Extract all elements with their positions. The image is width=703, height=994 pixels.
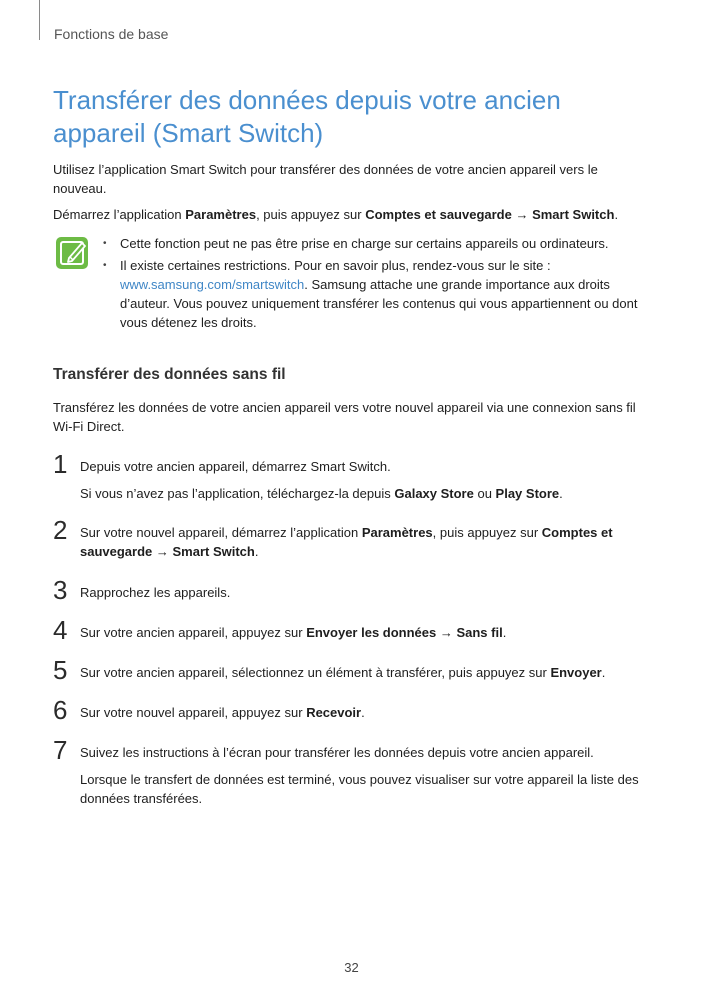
menu-path: Envoyer les données → Sans fil: [306, 625, 503, 640]
step-text-part: .: [361, 705, 365, 720]
intro-text: Démarrez l’application: [53, 207, 186, 222]
step-text-part: .: [601, 665, 606, 680]
step-text-part: , puis appuyez sur: [432, 525, 542, 540]
button-name: Recevoir: [306, 705, 362, 720]
step-text-part: .: [502, 625, 507, 640]
step-body: [80, 523, 653, 561]
step-text-part: Sur votre nouvel appareil, appuyez sur: [80, 705, 307, 720]
page-number: 32: [344, 960, 359, 975]
intro: [53, 160, 653, 231]
note-text: . Samsung attache une grande importance aux droits d’auteur. Vous pouvez uniquement transférer les contenus qui vous appartiennent ou dont vous détenez les droits.: [120, 277, 638, 330]
app-name: Paramètres: [185, 207, 257, 222]
step-number: 5: [53, 655, 68, 685]
step-text: [80, 703, 653, 722]
step-body: [80, 743, 653, 808]
intro-text: .: [614, 207, 619, 222]
margin-rule: [39, 0, 40, 40]
step-body: [80, 623, 653, 642]
step-text-part: ou: [473, 486, 496, 501]
note-item: [103, 256, 653, 332]
step-body: [80, 583, 653, 602]
step-number: 6: [53, 695, 68, 725]
menu-path: Comptes et sauvegarde → Smart Switch: [80, 525, 613, 559]
step-6: [53, 695, 653, 730]
note-text: Il existe certaines restrictions. Pour en savoir plus, rendez-vous sur le site :: [120, 258, 551, 273]
step-subtext: [80, 484, 653, 503]
step-number: 1: [53, 449, 68, 479]
store-name: Galaxy Store: [394, 486, 474, 501]
button-name: Envoyer: [550, 665, 602, 680]
step-text: Suivez les instructions à l’écran pour transférer les données depuis votre ancien appareil.: [80, 745, 594, 760]
step-text-part: .: [559, 486, 563, 501]
step-text: [80, 623, 653, 642]
step-text-part: Si vous n’avez pas l’application, téléchargez-la depuis: [80, 486, 395, 501]
step-number: 4: [53, 615, 68, 645]
step-body: [80, 663, 653, 682]
page-title: Transférer des données depuis votre ancien appareil (Smart Switch): [53, 85, 561, 148]
intro-text: , puis appuyez sur: [256, 207, 366, 222]
step-7: [53, 735, 653, 816]
step-2: [53, 515, 653, 569]
step-text: Depuis votre ancien appareil, démarrez Smart Switch.: [80, 459, 391, 474]
step-subtext: Lorsque le transfert de données est terminé, vous pouvez visualiser sur votre appareil la liste des données transférées.: [80, 772, 639, 806]
step-text-part: .: [254, 544, 259, 559]
app-name: Paramètres: [361, 525, 433, 540]
step-number: 7: [53, 735, 68, 765]
step-text: [80, 663, 653, 682]
step-4: [53, 615, 653, 650]
step-number: 2: [53, 515, 68, 545]
section-intro: Transférez les données de votre ancien appareil vers votre nouvel appareil via une connexion sans fil Wi-Fi Direct.: [53, 400, 636, 434]
section-header: Fonctions de base: [54, 26, 169, 42]
step-5: [53, 655, 653, 690]
notes-list: [103, 234, 653, 335]
note-item: • Cette fonction peut ne pas être prise en charge sur certains appareils ou ordinateurs.: [103, 234, 653, 253]
step-text-part: Sur votre nouvel appareil, démarrez l’application: [80, 525, 362, 540]
section-title: Transférer des données sans fil: [53, 366, 286, 383]
store-name: Play Store: [495, 486, 560, 501]
intro-instruction: [53, 205, 653, 224]
step-text-part: Sur votre ancien appareil, appuyez sur: [80, 625, 307, 640]
intro-paragraph: Utilisez l’application Smart Switch pour transférer des données de votre ancien appareil vers le nouveau.: [53, 162, 598, 196]
step-body: [80, 703, 653, 722]
step-text-part: Sur votre ancien appareil, sélectionnez un élément à transférer, puis appuyez sur: [80, 665, 551, 680]
step-text: [80, 523, 653, 561]
menu-path: Comptes et sauvegarde → Smart Switch: [365, 207, 615, 222]
smart-switch-link[interactable]: www.samsung.com/smartswitch: [120, 277, 305, 292]
step-body: [80, 457, 653, 503]
step-text: Rapprochez les appareils.: [80, 585, 231, 600]
step-number: 3: [53, 575, 68, 605]
step-1: [53, 449, 653, 511]
step-3: [53, 575, 653, 610]
note-pencil-icon: [55, 236, 89, 270]
